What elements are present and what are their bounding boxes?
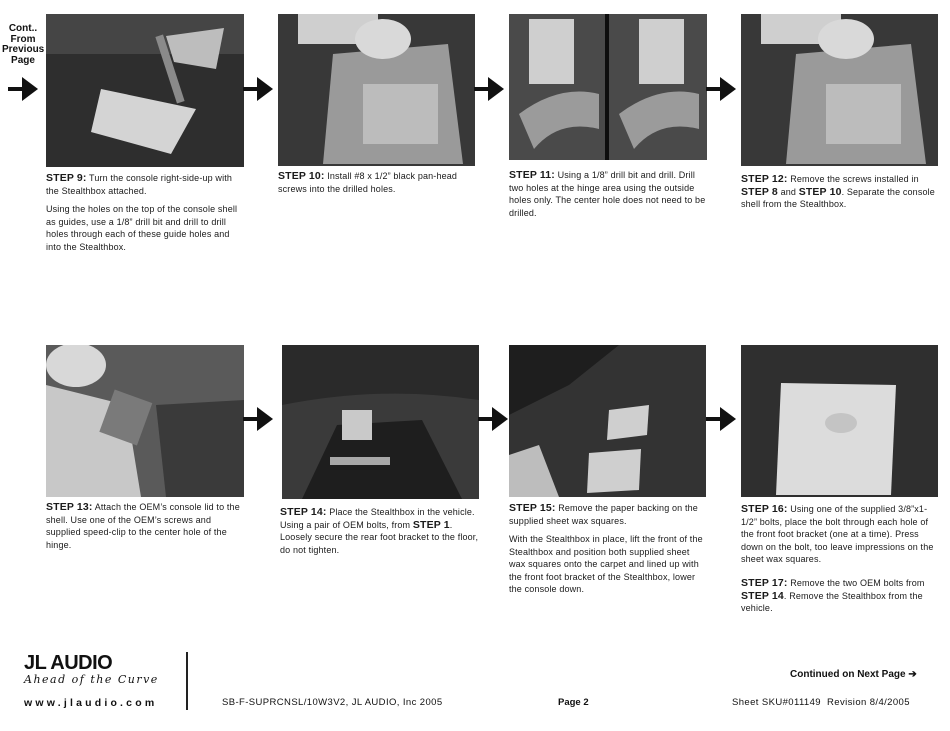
step-13-text: [46, 501, 246, 557]
step-14-photo: [282, 345, 479, 499]
continued-next-page: [790, 669, 917, 680]
step-14-text: [280, 506, 480, 562]
step-label: STEP 16:: [741, 503, 788, 515]
arrow-right-icon: [706, 76, 736, 102]
continued-from-label: [2, 24, 44, 66]
cont-line-4: Page: [11, 54, 35, 66]
step-body: Using a 1/8” drill bit and drill. Drill two holes at the hinge area using the outside holes only. The center hole does not need to be drilled.: [509, 170, 706, 218]
step-body: Using one of the supplied 3/8”x1-1/2” bolts, place the bolt through each hole of the front foot bracket (one at a time). Press down on the bolt, too leave impressions on the sheet wax squares.: [741, 504, 934, 564]
step-15-photo: [509, 345, 706, 497]
step-ref: STEP 8: [741, 185, 778, 198]
arrow-right-icon: [478, 406, 508, 432]
sheet-sku: Sheet SKU#011149 Revision 8/4/2005: [732, 697, 910, 708]
step-body: Attach the OEM’s console lid to the shell. Use one of the OEM’s screws and supplied speed-clip to the center hole of the hinge.: [46, 502, 240, 550]
page-number: Page 2: [558, 697, 589, 708]
step-label: STEP 11:: [509, 169, 555, 181]
step-body: Remove the two OEM bolts from: [790, 578, 925, 588]
step-11-text: [509, 169, 707, 225]
step-body: Install #8 x 1/2” black pan-head screws into the drilled holes.: [278, 171, 458, 194]
step-label: STEP 15:: [509, 502, 556, 514]
step-12-photo: [741, 14, 938, 166]
step-16-photo: [741, 345, 938, 497]
cont-line-3: Previous: [2, 44, 45, 55]
step-extra: Using the holes on the top of the console shell as guides, use a 1/8” drill bit and drill to drill holes through each of these guide holes and into the Stealthbox.: [46, 204, 238, 252]
step-10-photo: [278, 14, 475, 166]
website-link[interactable]: www.jlaudio.com: [24, 697, 158, 709]
continued-label: Continued on Next Page: [790, 669, 906, 680]
step-label: STEP 10:: [278, 170, 325, 182]
step-label: STEP 13:: [46, 501, 93, 513]
step-label: STEP 17:: [741, 577, 788, 589]
arrow-right-icon: [243, 406, 273, 432]
arrow-right-icon: [243, 76, 273, 102]
cont-line-2: From: [10, 33, 36, 45]
brand-name: JL AUDIO: [24, 652, 113, 674]
step-10-text: [278, 170, 473, 201]
step-15-text: [509, 502, 707, 602]
step-16-text: [741, 503, 941, 572]
footer-divider: [186, 652, 188, 710]
arrow-right-icon: ➔: [908, 669, 917, 680]
cont-line-1: Cont..: [8, 23, 38, 34]
step-body: . Remove the Stealthbox from the vehicle.: [741, 590, 923, 613]
step-body: . Loosely secure the rear foot bracket to the floor, do not tighten.: [280, 519, 479, 555]
step-12-text: [741, 173, 941, 217]
step-13-photo: [46, 345, 244, 497]
arrow-right-icon: [474, 76, 504, 102]
step-body: Remove the paper backing on the supplied sheet wax squares.: [509, 503, 698, 526]
step-extra: With the Stealthbox in place, lift the front of the Stealthbox and position both supplied sheet wax squares onto the carpet and lined up with the front foot bracket of the Stealthbox, lower the console down.: [509, 534, 703, 594]
step-9-text: [46, 172, 246, 259]
step-label: STEP 9:: [46, 172, 87, 184]
arrow-right-icon: [706, 406, 736, 432]
jl-audio-logo: [24, 652, 159, 686]
step-body: Turn the console right-side-up with the Stealthbox attached.: [46, 173, 233, 196]
step-body: . Separate the console shell from the Stealthbox.: [741, 186, 935, 209]
step-11-photo: [509, 14, 707, 160]
document-id: SB-F-SUPRCNSL/10W3V2, JL AUDIO, Inc 2005: [222, 697, 443, 708]
step-body: Place the Stealthbox in the vehicle. Using a pair of OEM bolts, from: [280, 507, 475, 530]
step-body: Remove the screws installed in: [790, 174, 919, 184]
step-ref: STEP 14: [741, 589, 784, 602]
step-label: STEP 14:: [280, 506, 327, 518]
step-label: STEP 12:: [741, 173, 788, 185]
brand-tagline: Ahead of the Curve: [24, 673, 159, 686]
arrow-right-icon: [8, 76, 38, 102]
step-17-text: [741, 577, 941, 621]
step-body: and: [780, 186, 797, 197]
step-ref: STEP 10: [798, 185, 842, 198]
step-ref: STEP 1: [412, 518, 450, 531]
step-9-photo: [46, 14, 244, 167]
